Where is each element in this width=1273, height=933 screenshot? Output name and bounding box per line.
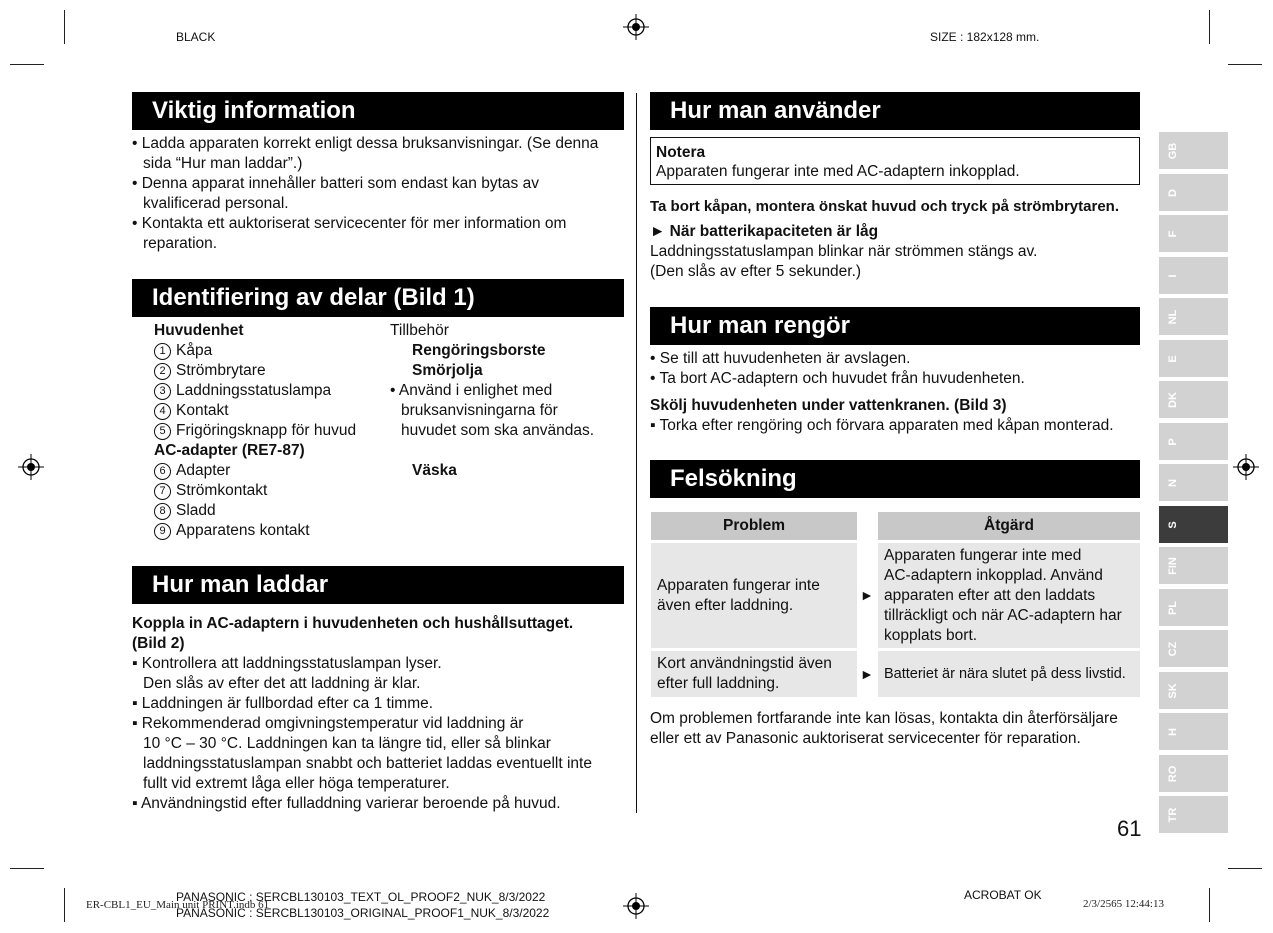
section-heading-rengor: Hur man rengör xyxy=(650,307,1140,345)
registration-mark-icon xyxy=(1233,454,1259,480)
main-unit-title: Huvudenhet xyxy=(154,322,244,339)
language-tab-i[interactable] xyxy=(1159,257,1228,294)
language-tab-gb[interactable] xyxy=(1159,132,1228,169)
bullet-text: • Ladda apparaten korrekt enligt dessa bruksanvisningar. (Se denna xyxy=(132,135,599,152)
language-tab-label: I xyxy=(1167,273,1179,278)
column-divider xyxy=(636,93,637,813)
bullet-text: • Se till att huvudenheten är avslagen. xyxy=(650,350,911,367)
section-heading-viktig: Viktig information xyxy=(132,92,624,130)
table-header-action: Åtgärd xyxy=(878,512,1140,540)
crop-mark xyxy=(10,64,44,65)
table-cell-action: Batteriet är nära slutet på dess livstid. xyxy=(878,651,1140,697)
accessory-note: • Använd i enlighet med xyxy=(390,382,553,399)
language-tab-tr[interactable] xyxy=(1159,796,1228,833)
language-tab-label: PL xyxy=(1167,600,1179,615)
section-heading-laddar: Hur man laddar xyxy=(132,566,624,604)
part-item: 8 Sladd xyxy=(154,501,216,521)
part-number: 7 xyxy=(154,483,171,500)
crop-mark xyxy=(64,10,65,44)
bullet-text: kvalificerad personal. xyxy=(143,195,289,212)
language-tab-label: E xyxy=(1167,354,1179,363)
footer-proof-line: PANASONIC : SERCBL130103_ORIGINAL_PROOF1_NUK_8/3/2022 xyxy=(176,906,550,920)
part-number: 2 xyxy=(154,363,171,380)
language-tab-d[interactable] xyxy=(1159,174,1228,211)
bullet-text: ▪ Rekommenderad omgivningstemperatur vid laddning är xyxy=(132,715,524,732)
language-tab-label: TR xyxy=(1167,807,1179,822)
language-tab-fin[interactable] xyxy=(1159,547,1228,584)
part-item: 2 Strömbrytare xyxy=(154,361,266,381)
language-tab-label: S xyxy=(1167,520,1179,529)
part-number: 6 xyxy=(154,463,171,480)
language-tab-ro[interactable] xyxy=(1159,755,1228,792)
registration-mark-icon xyxy=(18,454,44,480)
language-tab-label: FIN xyxy=(1167,556,1179,575)
footer-file-name: ER-CBL1_EU_Main unit PRINT.indb 61 xyxy=(86,899,270,911)
timestamp: 2/3/2565 12:44:13 xyxy=(1083,898,1164,910)
part-item: 7 Strömkontakt xyxy=(154,481,267,501)
language-tab-dk[interactable] xyxy=(1159,381,1228,418)
language-tab-f[interactable] xyxy=(1159,215,1228,252)
color-label: BLACK xyxy=(176,30,216,44)
crop-mark xyxy=(10,868,44,869)
bullet-text: • Kontakta ett auktoriserat servicecenter för mer information om xyxy=(132,215,567,232)
bullet-text: • Ta bort AC-adaptern och huvudet från huvudenheten. xyxy=(650,370,1025,387)
adapter-title: AC-adapter (RE7-87) xyxy=(154,442,305,459)
arrow-icon: ► xyxy=(860,666,874,682)
bullet-text: ▪ Torka efter rengöring och förvara apparaten med kåpan monterad. xyxy=(650,417,1114,434)
body-text: eller ett av Panasonic auktoriserat servicecenter för reparation. xyxy=(650,730,1081,747)
acrobat-label: ACROBAT OK xyxy=(964,888,1042,902)
section-heading-identifiering: Identifiering av delar (Bild 1) xyxy=(132,279,624,317)
accessory-item: Rengöringsborste xyxy=(412,342,546,359)
part-number: 3 xyxy=(154,383,171,400)
body-text: (Den slås av efter 5 sekunder.) xyxy=(650,263,862,280)
language-tab-label: SK xyxy=(1167,682,1179,699)
crop-mark xyxy=(64,888,65,922)
bullet-text: 10 °C – 30 °C. Laddningen kan ta längre tid, eller så blinkar xyxy=(143,735,551,752)
bullet-text: Den slås av efter det att laddning är klar. xyxy=(143,675,421,692)
language-tab-label: N xyxy=(1167,478,1179,487)
instruction-text: Koppla in AC-adaptern i huvudenheten och hushållsuttaget. xyxy=(132,615,574,632)
instruction-text: Ta bort kåpan, montera önskat huvud och tryck på strömbrytaren. xyxy=(650,198,1119,215)
registration-mark-icon xyxy=(623,893,649,919)
accessory-item: Smörjolja xyxy=(412,362,483,379)
bullet-text: ▪ Användningstid efter fulladdning varierar beroende på huvud. xyxy=(132,795,561,812)
language-tab-label: F xyxy=(1167,230,1179,237)
bullet-text: ▪ Kontrollera att laddningsstatuslampan lyser. xyxy=(132,655,442,672)
crop-mark xyxy=(1209,10,1210,44)
part-number: 5 xyxy=(154,423,171,440)
language-tab-label: GB xyxy=(1167,142,1179,159)
bullet-text: sida “Hur man laddar”.) xyxy=(143,155,303,172)
language-tab-n[interactable] xyxy=(1159,464,1228,501)
section-heading-felsokning: Felsökning xyxy=(650,460,1140,498)
instruction-text: Skölj huvudenheten under vattenkranen. (Bild 3) xyxy=(650,397,1007,414)
part-item: 3 Laddningsstatuslampa xyxy=(154,381,331,401)
part-item: 1 Kåpa xyxy=(154,341,212,361)
bullet-text: ▪ Laddningen är fullbordad efter ca 1 timme. xyxy=(132,695,434,712)
part-number: 9 xyxy=(154,523,171,540)
table-header-problem: Problem xyxy=(651,512,857,540)
language-tab-label: CZ xyxy=(1167,641,1179,656)
crop-mark xyxy=(1228,868,1262,869)
language-tab-nl[interactable] xyxy=(1159,298,1228,335)
language-tab-label: P xyxy=(1167,437,1179,446)
part-number: 1 xyxy=(154,343,171,360)
part-item: 5 Frigöringsknapp för huvud xyxy=(154,421,356,441)
part-item: 4 Kontakt xyxy=(154,401,229,421)
language-tab-p[interactable] xyxy=(1159,423,1228,460)
accessory-note: bruksanvisningarna för xyxy=(401,402,558,419)
language-tab-sk[interactable] xyxy=(1159,672,1228,709)
bullet-text: laddningsstatuslampan snabbt och batteriet laddas eventuellt inte xyxy=(143,755,592,772)
size-label: SIZE : 182x128 mm. xyxy=(930,30,1040,44)
language-tab-label: D xyxy=(1167,188,1179,197)
table-cell-problem: Kort användningstid även efter full laddning. xyxy=(651,651,857,697)
page-number: 61 xyxy=(1117,816,1142,841)
body-text: Om problemen fortfarande inte kan lösas, kontakta din återförsäljare xyxy=(650,710,1118,727)
arrow-icon: ► xyxy=(860,587,874,603)
crop-mark xyxy=(1228,64,1262,65)
bullet-text: reparation. xyxy=(143,235,218,252)
language-tab-label: DK xyxy=(1167,391,1179,408)
table-cell-action: Apparaten fungerar inte med AC-adaptern inkopplad. Använd apparaten efter att den laddats tillräckligt och när AC-adaptern har kopplats bort. xyxy=(878,543,1140,648)
registration-mark-icon xyxy=(623,14,649,40)
language-tab-s[interactable] xyxy=(1159,506,1228,543)
accessory-note: huvudet som ska användas. xyxy=(401,422,595,439)
note-title: Notera xyxy=(656,144,706,161)
crop-mark xyxy=(1209,888,1210,922)
note-text: Apparaten fungerar inte med AC-adaptern inkopplad. xyxy=(656,163,1020,180)
language-tab-label: RO xyxy=(1167,765,1179,782)
language-tab-cz[interactable] xyxy=(1159,630,1228,667)
part-item: 6 Adapter xyxy=(154,461,230,481)
part-item: 9 Apparatens kontakt xyxy=(154,521,310,541)
language-tab-e[interactable] xyxy=(1159,340,1228,377)
note-box xyxy=(650,137,1140,185)
language-tab-h[interactable] xyxy=(1159,713,1228,750)
bullet-text: fullt vid extremt låga eller höga temperaturer. xyxy=(143,775,450,792)
instruction-text: (Bild 2) xyxy=(132,635,185,652)
bullet-text: • Denna apparat innehåller batteri som endast kan bytas av xyxy=(132,175,539,192)
footer-proof-line: PANASONIC : SERCBL130103_TEXT_OL_PROOF2_NUK_8/3/2022 xyxy=(176,890,546,904)
section-heading-anvander: Hur man använder xyxy=(650,92,1140,130)
language-tab-label: NL xyxy=(1167,309,1179,324)
part-number: 4 xyxy=(154,403,171,420)
language-tab-pl[interactable] xyxy=(1159,589,1228,626)
accessory-item: Väska xyxy=(412,462,457,479)
body-text: Laddningsstatuslampan blinkar när strömmen stängs av. xyxy=(650,243,1038,260)
part-number: 8 xyxy=(154,503,171,520)
sub-heading: ► När batterikapaciteten är låg xyxy=(650,223,879,240)
accessories-title: Tillbehör xyxy=(390,322,449,339)
table-cell-problem: Apparaten fungerar inte även efter laddning. xyxy=(651,543,857,648)
language-tab-label: H xyxy=(1167,727,1179,736)
